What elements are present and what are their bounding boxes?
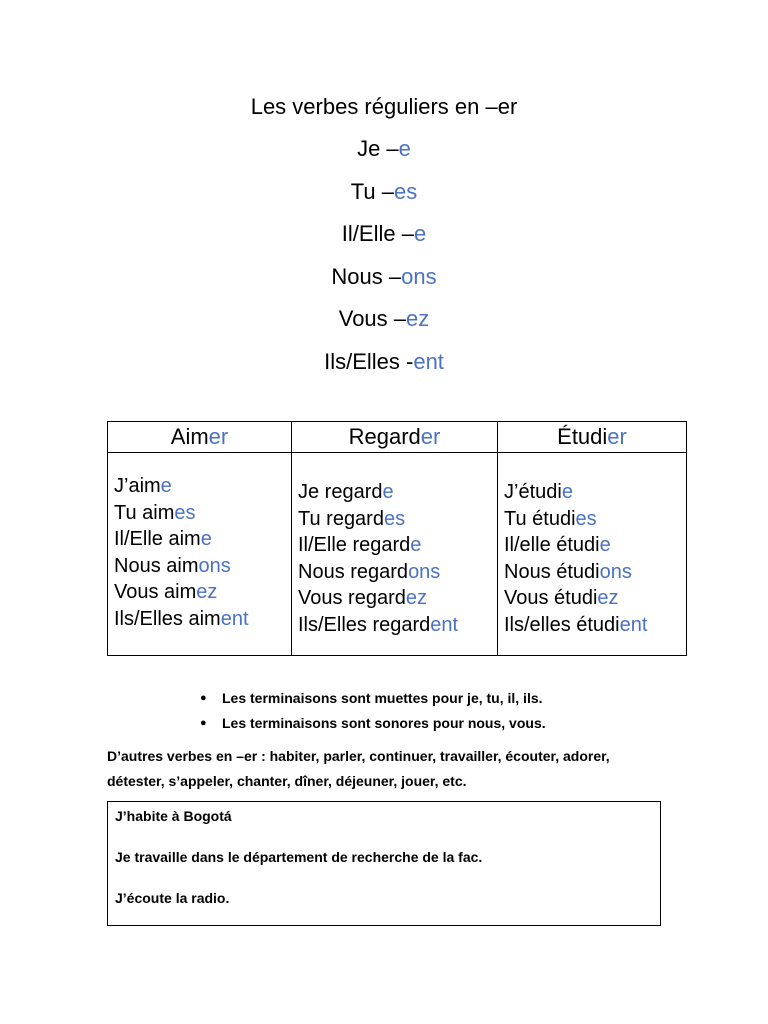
form-stem: Nous étudi bbox=[504, 560, 600, 583]
conjugation-form bbox=[108, 579, 291, 606]
ending-ils-elles bbox=[0, 347, 768, 377]
conjugation-form bbox=[108, 473, 291, 500]
form-ending: e bbox=[200, 528, 212, 551]
table-cell-aimer bbox=[108, 453, 292, 656]
bullet-icon: ● bbox=[200, 692, 207, 704]
form-ending: e bbox=[160, 475, 172, 497]
conjugation-form bbox=[498, 585, 686, 612]
pronoun-label: Vous – bbox=[338, 306, 407, 332]
form-ending: ent bbox=[619, 613, 648, 636]
form-stem: Il/Elle regard bbox=[298, 534, 411, 557]
endings-list bbox=[0, 134, 768, 390]
ending-suffix: ent bbox=[413, 348, 444, 374]
column-header-etudier bbox=[498, 422, 687, 453]
form-stem: Il/Elle aim bbox=[114, 528, 201, 551]
table-row bbox=[108, 453, 687, 656]
bullet-icon: ● bbox=[200, 717, 207, 729]
other-verbs-text: D’autres verbes en –er : habiter, parler, continuer, travailler, écouter, adorer, détester, s’appeler, chanter, dîner, déjeuner, jouer, etc. bbox=[107, 748, 610, 789]
form-ending: ons bbox=[599, 560, 632, 583]
example-sentence: J’habite à Bogotá bbox=[115, 808, 232, 824]
conjugation-form bbox=[498, 506, 686, 533]
ending-tu bbox=[0, 177, 768, 207]
form-ending: ez bbox=[405, 587, 427, 610]
ending-suffix: e bbox=[413, 221, 427, 247]
ending-suffix: es bbox=[393, 178, 418, 204]
form-ending: e bbox=[410, 534, 422, 557]
form-stem: Tu regard bbox=[298, 507, 384, 530]
conjugation-form bbox=[498, 479, 686, 506]
verb-ending: er bbox=[607, 424, 627, 449]
page-title: Les verbes réguliers en –er bbox=[250, 94, 518, 119]
pronoun-label: Nous – bbox=[331, 263, 402, 289]
conjugation-form bbox=[292, 612, 497, 639]
conjugation-form bbox=[108, 606, 291, 633]
pronoun-label: Ils/Elles - bbox=[324, 348, 414, 374]
verb-ending: er bbox=[208, 424, 229, 449]
pronoun-label: Il/Elle – bbox=[341, 221, 414, 247]
form-ending: es bbox=[383, 507, 406, 530]
form-stem: Tu étudi bbox=[504, 507, 576, 530]
form-stem: Vous étudi bbox=[504, 587, 598, 610]
verb-stem: Aim bbox=[170, 424, 209, 449]
form-ending: ez bbox=[196, 581, 218, 604]
table-cell-etudier bbox=[498, 453, 687, 656]
ending-suffix: e bbox=[398, 136, 411, 161]
conjugation-form bbox=[108, 526, 291, 553]
conjugation-form bbox=[292, 479, 497, 506]
form-ending: ons bbox=[408, 560, 441, 583]
form-stem: Ils/Elles regard bbox=[298, 613, 431, 636]
conjugation-form bbox=[498, 559, 686, 586]
verb-ending: er bbox=[420, 424, 441, 449]
form-ending: ent bbox=[220, 607, 249, 630]
note-item bbox=[200, 711, 546, 736]
form-stem: Il/elle étudi bbox=[504, 534, 600, 557]
conjugation-form bbox=[498, 532, 686, 559]
form-stem: Nous aim bbox=[114, 554, 199, 577]
form-stem: Vous aim bbox=[114, 581, 197, 604]
conjugation-form bbox=[292, 559, 497, 586]
form-stem: Nous regard bbox=[298, 560, 409, 583]
example-sentence: Je travaille dans le département de recherche de la fac. bbox=[115, 849, 483, 865]
conjugation-form bbox=[292, 585, 497, 612]
conjugation-list bbox=[292, 453, 497, 639]
ending-suffix: ez bbox=[406, 306, 430, 332]
conjugation-form bbox=[498, 612, 686, 639]
ending-nous bbox=[0, 262, 768, 292]
ending-suffix: ons bbox=[401, 263, 437, 289]
conjugation-form bbox=[292, 506, 497, 533]
conjugation-table bbox=[107, 421, 687, 656]
table-header-row bbox=[108, 422, 687, 453]
form-ending: e bbox=[561, 481, 573, 503]
pronoun-label: Tu – bbox=[350, 178, 394, 204]
form-ending: ez bbox=[597, 587, 619, 610]
verb-stem: Regard bbox=[348, 424, 421, 449]
conjugation-form bbox=[292, 532, 497, 559]
form-stem: J’aim bbox=[114, 475, 161, 497]
ending-je bbox=[0, 134, 768, 164]
form-stem: Ils/elles étudi bbox=[504, 613, 620, 636]
form-ending: es bbox=[575, 507, 597, 530]
examples-box bbox=[107, 801, 661, 926]
pronoun-label: Je – bbox=[357, 136, 399, 161]
form-stem: Ils/Elles aim bbox=[114, 607, 221, 630]
form-ending: e bbox=[382, 481, 394, 503]
form-ending: ons bbox=[198, 554, 231, 577]
form-stem: J’étudi bbox=[504, 481, 562, 503]
form-stem: Tu aim bbox=[114, 501, 175, 524]
conjugation-list bbox=[108, 453, 291, 633]
conjugation-list bbox=[498, 453, 686, 639]
verb-stem: Étudi bbox=[557, 424, 608, 449]
example-sentence: J’écoute la radio. bbox=[115, 890, 230, 906]
note-text: Les terminaisons sont sonores pour nous, vous. bbox=[222, 715, 546, 731]
form-ending: ent bbox=[430, 613, 459, 636]
form-ending: es bbox=[174, 501, 196, 524]
form-stem: Je regard bbox=[298, 481, 383, 503]
table-cell-regarder bbox=[292, 453, 498, 656]
conjugation-form bbox=[108, 500, 291, 527]
note-item bbox=[200, 686, 546, 711]
ending-il-elle bbox=[0, 219, 768, 249]
ending-vous bbox=[0, 304, 768, 334]
conjugation-form bbox=[108, 553, 291, 580]
form-ending: e bbox=[599, 534, 611, 557]
column-header-regarder bbox=[292, 422, 498, 453]
form-stem: Vous regard bbox=[298, 587, 406, 610]
column-header-aimer bbox=[108, 422, 292, 453]
notes-list bbox=[200, 686, 546, 736]
note-text: Les terminaisons sont muettes pour je, tu, il, ils. bbox=[222, 690, 543, 706]
